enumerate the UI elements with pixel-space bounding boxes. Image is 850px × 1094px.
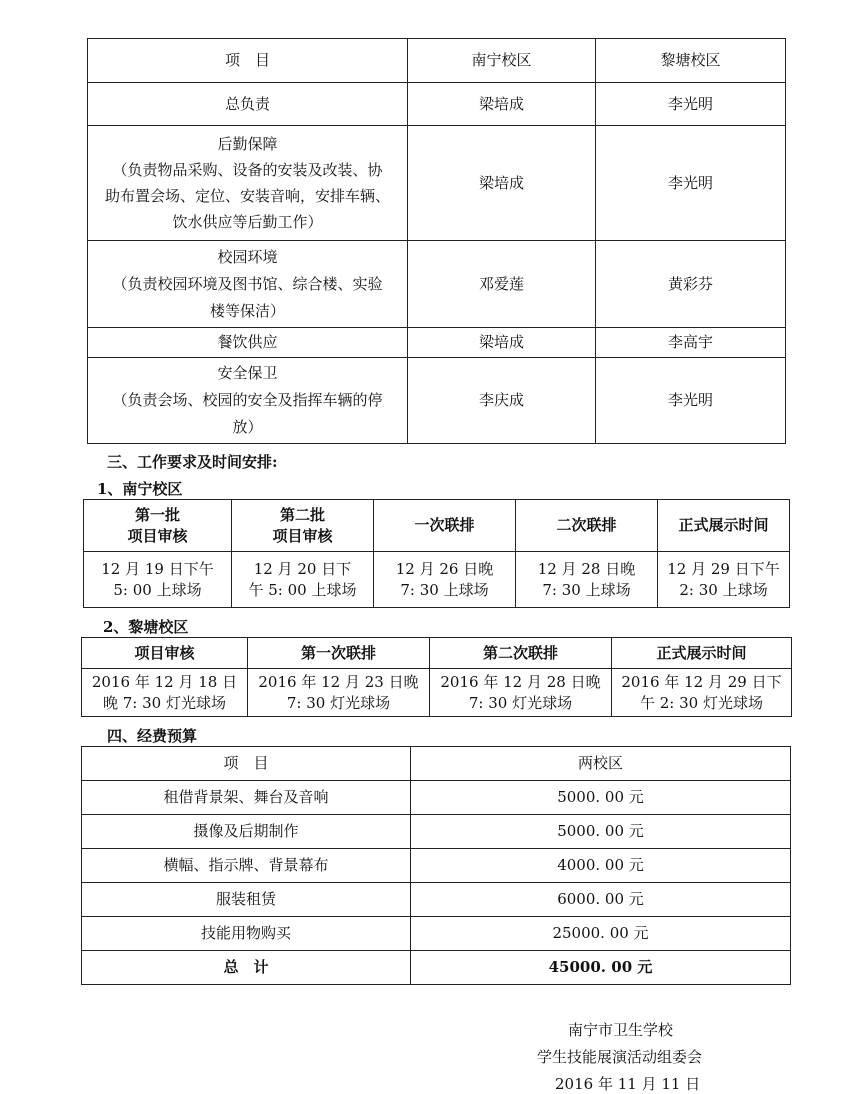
litang-heading: 2、黎塘校区 — [103, 618, 189, 636]
section4-heading: 四、经费预算 — [107, 727, 198, 745]
responsibility-header-row — [88, 39, 786, 83]
litang-header-row — [82, 638, 792, 669]
header-show-time: 正式展示时间 — [658, 500, 790, 552]
nanning-heading: 1、南宁校区 — [97, 480, 183, 498]
table-row — [82, 883, 791, 917]
budget-amount: 4000. 00 元 — [411, 849, 791, 883]
schedule-cell: 2016 年 12 月 18 日 晚 7: 30 灯光球场 — [82, 669, 248, 717]
budget-item: 租借背景架、舞台及音响 — [82, 781, 411, 815]
table-row — [88, 126, 786, 241]
table-row — [82, 849, 791, 883]
schedule-cell: 12 月 26 日晚 7: 30 上球场 — [374, 552, 516, 608]
litang-cell: 李光明 — [596, 126, 786, 241]
total-label: 总 计 — [82, 951, 411, 985]
budget-item: 服装租赁 — [82, 883, 411, 917]
item-cell: 校园环境 （负责校园环境及图书馆、综合楼、实验 楼等保洁） — [88, 241, 408, 328]
budget-item: 摄像及后期制作 — [82, 815, 411, 849]
signature-date: 2016 年 11 月 11 日 — [555, 1075, 701, 1093]
litang-cell: 李光明 — [596, 358, 786, 444]
nanning-cell: 邓爱莲 — [408, 241, 596, 328]
item-cell: 总负责 — [88, 83, 408, 126]
header-item: 项 目 — [82, 747, 411, 781]
item-cell: 后勤保障 （负责物品采购、设备的安装及改装、协 助布置会场、定位、安装音响，安排车辆、 饮水供应等后勤工作） — [88, 126, 408, 241]
litang-cell: 黄彩芬 — [596, 241, 786, 328]
schedule-cell: 12 月 29 日下午 2: 30 上球场 — [658, 552, 790, 608]
schedule-cell: 2016 年 12 月 29 日下 午 2: 30 灯光球场 — [612, 669, 792, 717]
table-row — [88, 83, 786, 126]
schedule-cell: 12 月 19 日下午 5: 00 上球场 — [84, 552, 232, 608]
budget-amount: 6000. 00 元 — [411, 883, 791, 917]
table-row — [88, 328, 786, 358]
signature-committee: 学生技能展演活动组委会 — [537, 1048, 703, 1066]
header-rehearsal-2: 第二次联排 — [430, 638, 612, 669]
nanning-cell: 梁培成 — [408, 126, 596, 241]
header-rehearsal-1: 第一次联排 — [248, 638, 430, 669]
nanning-header-row — [84, 500, 790, 552]
budget-item: 横幅、指示牌、背景幕布 — [82, 849, 411, 883]
header-rehearsal-1: 一次联排 — [374, 500, 516, 552]
header-review: 项目审核 — [82, 638, 248, 669]
table-row — [82, 917, 791, 951]
budget-total-row — [82, 951, 791, 985]
schedule-cell: 12 月 28 日晚 7: 30 上球场 — [516, 552, 658, 608]
header-litang: 黎塘校区 — [596, 39, 786, 83]
table-row — [84, 552, 790, 608]
table-row — [88, 241, 786, 328]
table-row — [82, 815, 791, 849]
litang-schedule-table — [81, 637, 792, 717]
section3-heading: 三、工作要求及时间安排: — [107, 453, 278, 471]
budget-item: 技能用物购买 — [82, 917, 411, 951]
schedule-cell: 2016 年 12 月 23 日晚 7: 30 灯光球场 — [248, 669, 430, 717]
header-second-review: 第二批 项目审核 — [232, 500, 374, 552]
item-cell: 餐饮供应 — [88, 328, 408, 358]
litang-cell: 李高宇 — [596, 328, 786, 358]
budget-amount: 5000. 00 元 — [411, 781, 791, 815]
budget-table — [81, 746, 791, 985]
header-nanning: 南宁校区 — [408, 39, 596, 83]
total-amount: 45000. 00 元 — [411, 951, 791, 985]
budget-header-row — [82, 747, 791, 781]
budget-amount: 5000. 00 元 — [411, 815, 791, 849]
nanning-schedule-table — [83, 499, 790, 608]
table-row — [82, 781, 791, 815]
nanning-cell: 梁培成 — [408, 83, 596, 126]
budget-amount: 25000. 00 元 — [411, 917, 791, 951]
item-cell: 安全保卫 （负责会场、校园的安全及指挥车辆的停 放） — [88, 358, 408, 444]
schedule-cell: 12 月 20 日下 午 5: 00 上球场 — [232, 552, 374, 608]
signature-org: 南宁市卫生学校 — [568, 1021, 674, 1039]
header-show-time: 正式展示时间 — [612, 638, 792, 669]
nanning-cell: 李庆成 — [408, 358, 596, 444]
table-row — [88, 358, 786, 444]
header-rehearsal-2: 二次联排 — [516, 500, 658, 552]
responsibility-table — [87, 38, 786, 444]
litang-cell: 李光明 — [596, 83, 786, 126]
nanning-cell: 梁培成 — [408, 328, 596, 358]
schedule-cell: 2016 年 12 月 28 日晚 7: 30 灯光球场 — [430, 669, 612, 717]
table-row — [82, 669, 792, 717]
header-amount: 两校区 — [411, 747, 791, 781]
header-item: 项 目 — [88, 39, 408, 83]
header-first-review: 第一批 项目审核 — [84, 500, 232, 552]
